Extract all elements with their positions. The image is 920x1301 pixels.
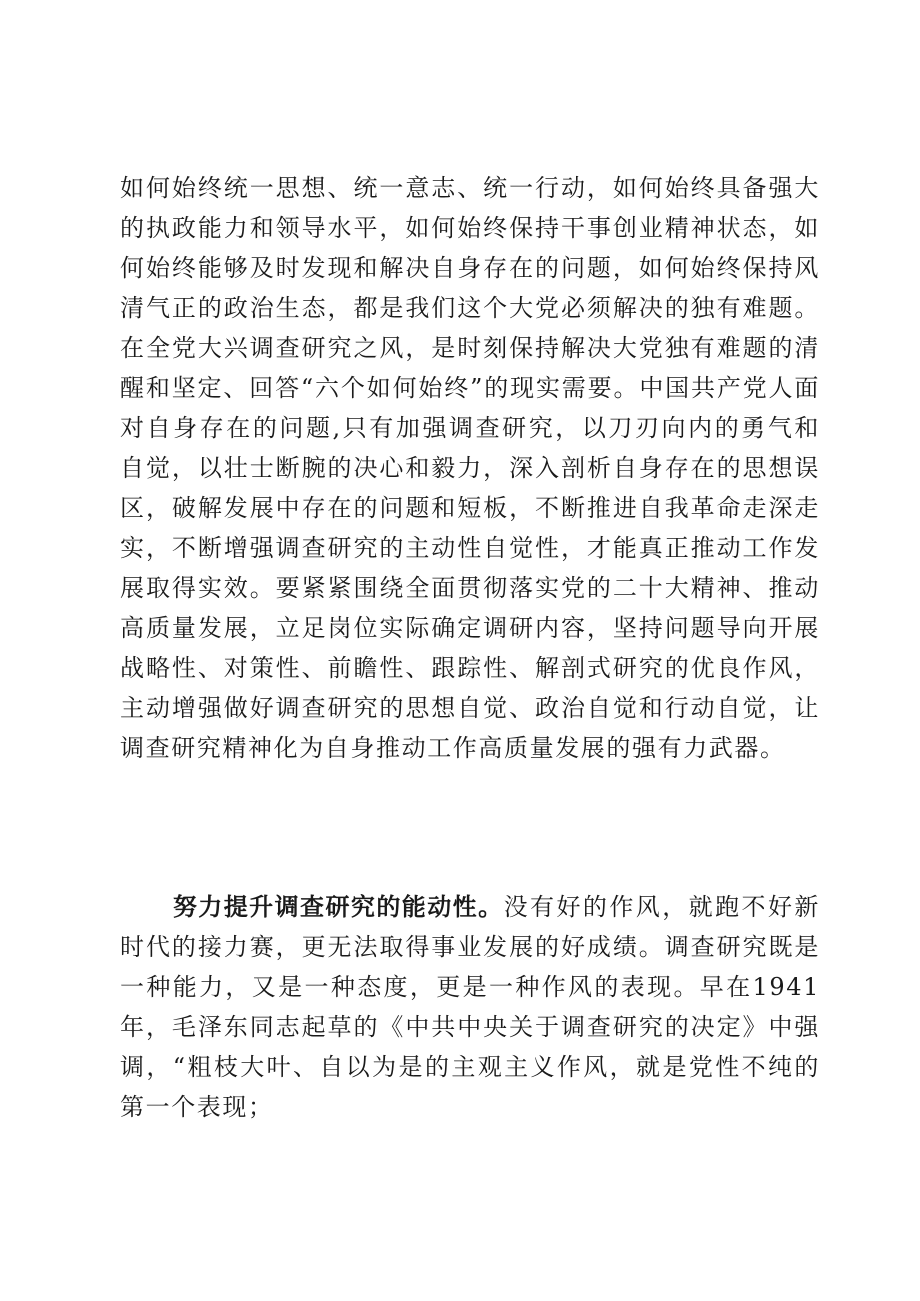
- section-body: 没有好的作风，就跑不好新时代的接力赛，更无法取得事业发展的好成绩。调查研究既是一种能力，又是一种态度，更是一种作风的表现。早在1941年，毛泽东同志起草的《中共中央关于调查研究的决定》中强调，“粗枝大叶、自以为是的主观主义作风，就是党性不纯的第一个表现；: [120, 893, 820, 1121]
- section-paragraph: [120, 887, 820, 1127]
- body-paragraph: 如何始终统一思想、统一意志、统一行动，如何始终具备强大的执政能力和领导水平，如何始终保持干事创业精神状态，如何始终能够及时发现和解决自身存在的问题，如何始终保持风清气正的政治生态，都是我们这个大党必须解决的独有难题。在全党大兴调查研究之风，是时刻保持解决大党独有难题的清醒和坚定、回答“六个如何始终”的现实需要。中国共产党人面对自身存在的问题,只有加强调查研究，以刀刃向内的勇气和自觉，以壮士断腕的决心和毅力，深入剖析自身存在的思想误区，破解发展中存在的问题和短板，不断推进自我革命走深走实，不断增强调查研究的主动性自觉性，才能真正推动工作发展取得实效。要紧紧围绕全面贯彻落实党的二十大精神、推动高质量发展，立足岗位实际确定调研内容，坚持问题导向开展战略性、对策性、前瞻性、跟踪性、解剖式研究的优良作风，主动增强做好调查研究的思想自觉、政治自觉和行动自觉，让调查研究精神化为自身推动工作高质量发展的强有力武器。: [120, 174, 820, 762]
- section-heading: 努力提升调查研究的能动性。: [172, 893, 504, 921]
